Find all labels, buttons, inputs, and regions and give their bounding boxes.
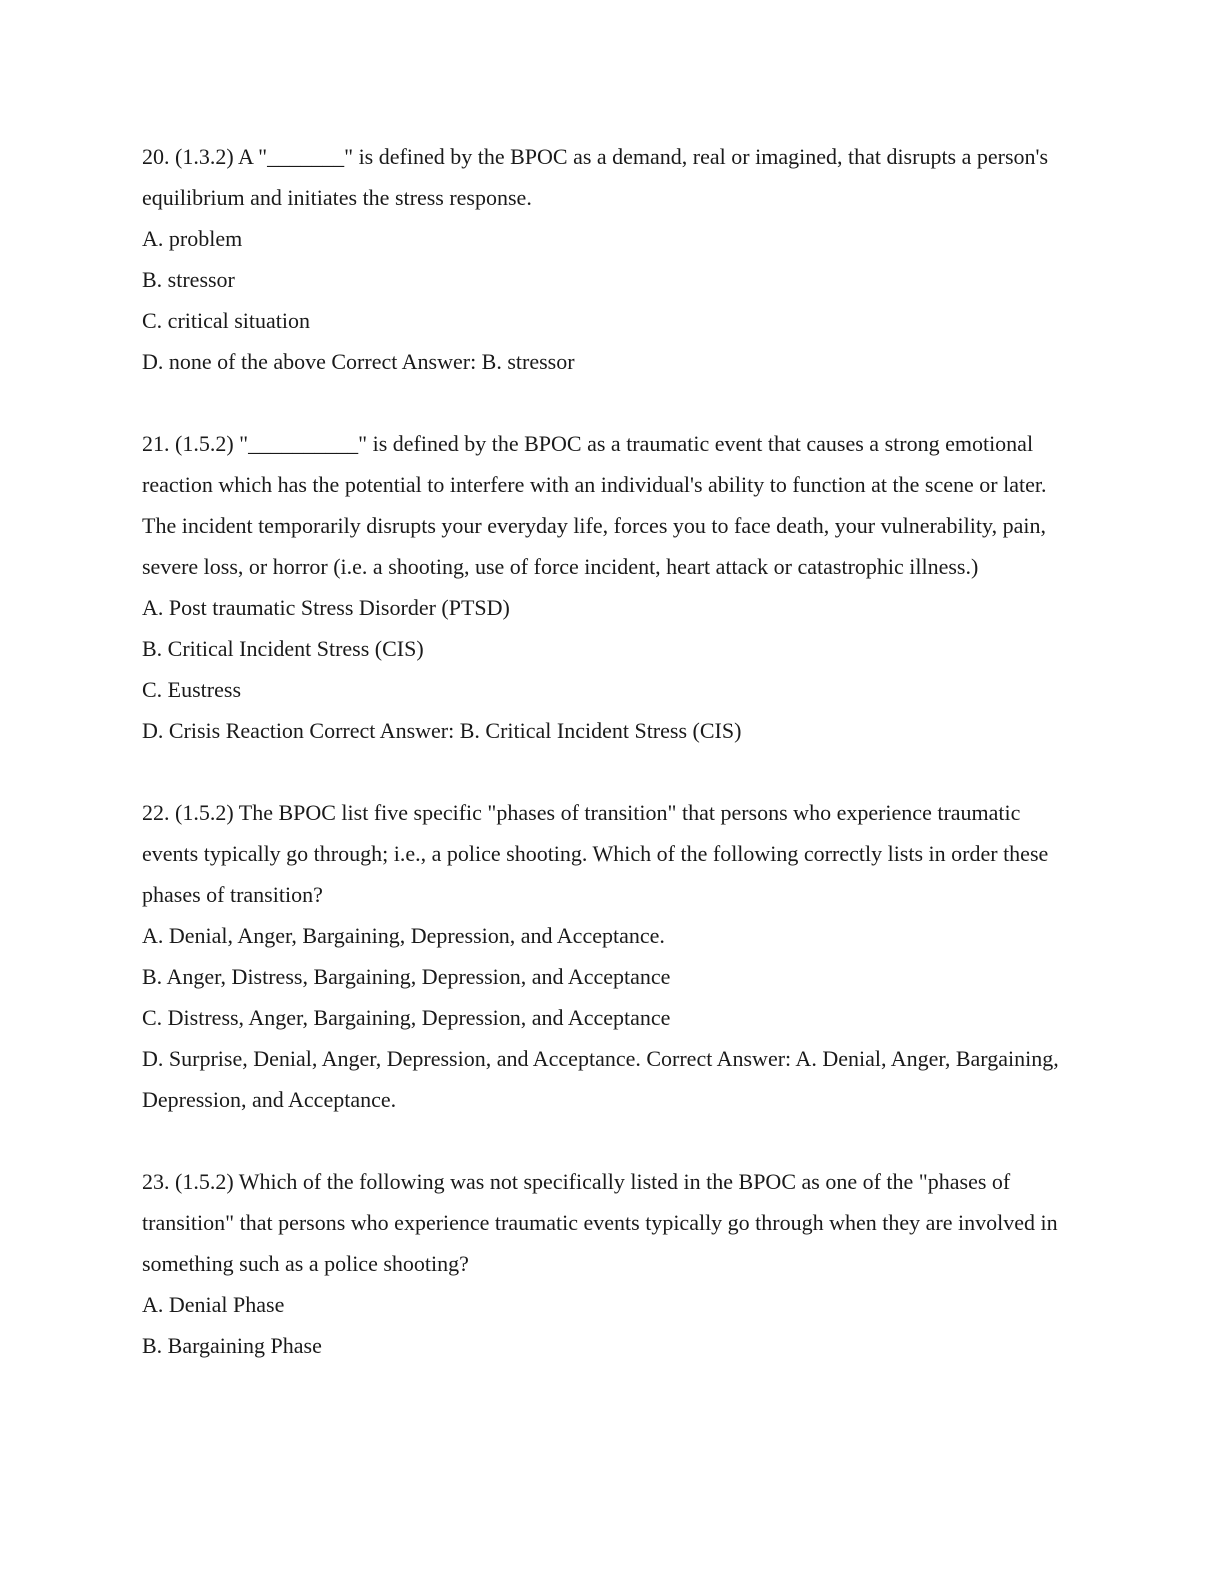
document-page xyxy=(142,136,1072,1407)
answer-option-a: A. Denial Phase xyxy=(142,1292,285,1317)
answer-option-a: A. Post traumatic Stress Disorder (PTSD) xyxy=(142,595,510,620)
question-21 xyxy=(142,423,1072,751)
answer-option-b: B. Critical Incident Stress (CIS) xyxy=(142,636,424,661)
question-stem: 22. (1.5.2) The BPOC list five specific "phases of transition" that persons who experience traumatic events typically go through; i.e., a police shooting. Which of the following correctly lists in order these phases of transition? xyxy=(142,800,1049,907)
answer-option-c: C. Distress, Anger, Bargaining, Depression, and Acceptance xyxy=(142,1005,671,1030)
question-22 xyxy=(142,792,1072,1120)
answer-option-d: D. none of the above Correct Answer: B. stressor xyxy=(142,349,575,374)
answer-option-d: D. Surprise, Denial, Anger, Depression, and Acceptance. Correct Answer: A. Denial, Anger, Bargaining, Depression, and Acceptance. xyxy=(142,1046,1059,1112)
question-stem: 23. (1.5.2) Which of the following was not specifically listed in the BPOC as one of the "phases of transition" that persons who experience traumatic events typically go through when they are involved in something such as a police shooting? xyxy=(142,1169,1058,1276)
answer-option-b: B. Anger, Distress, Bargaining, Depression, and Acceptance xyxy=(142,964,671,989)
answer-option-b: B. stressor xyxy=(142,267,235,292)
question-stem: 21. (1.5.2) "__________" is defined by the BPOC as a traumatic event that causes a strong emotional reaction which has the potential to interfere with an individual's ability to function at the scene or later. The incident temporarily disrupts your everyday life, forces you to face death, your vulnerability, pain, severe loss, or horror (i.e. a shooting, use of force incident, heart attack or catastrophic illness.) xyxy=(142,431,1047,579)
answer-option-c: C. Eustress xyxy=(142,677,241,702)
answer-option-a: A. problem xyxy=(142,226,243,251)
answer-option-a: A. Denial, Anger, Bargaining, Depression, and Acceptance. xyxy=(142,923,665,948)
answer-option-c: C. critical situation xyxy=(142,308,311,333)
question-20 xyxy=(142,136,1072,382)
answer-option-d: D. Crisis Reaction Correct Answer: B. Critical Incident Stress (CIS) xyxy=(142,718,742,743)
question-23 xyxy=(142,1161,1072,1366)
question-stem: 20. (1.3.2) A "_______" is defined by the BPOC as a demand, real or imagined, that disrupts a person's equilibrium and initiates the stress response. xyxy=(142,144,1049,210)
answer-option-b: B. Bargaining Phase xyxy=(142,1333,322,1358)
